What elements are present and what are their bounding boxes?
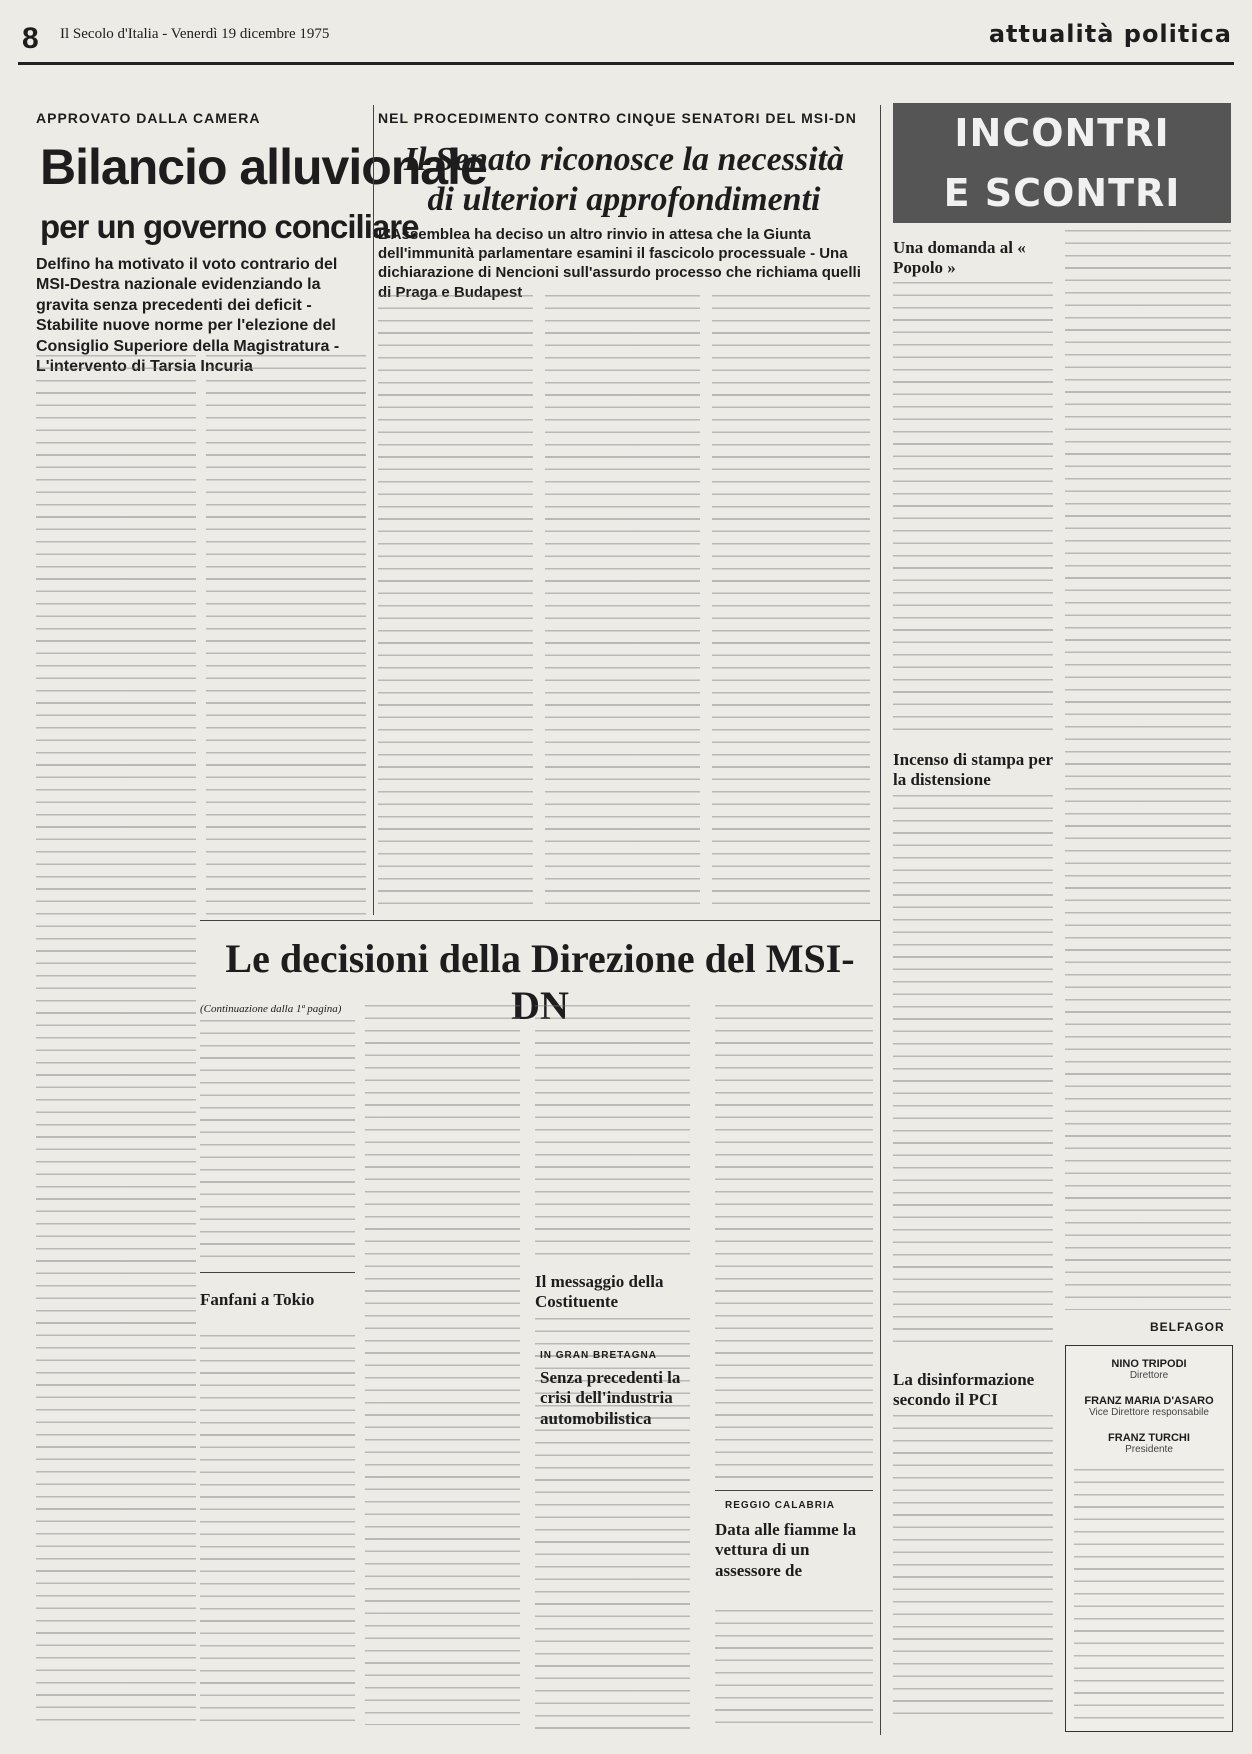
- direzione-continuation: (Continuazione dalla 1ª pagina): [200, 1003, 342, 1015]
- managing-editor-name: FRANZ MARIA D'ASARO: [1084, 1395, 1214, 1407]
- director-name: NINO TRIPODI: [1111, 1358, 1187, 1370]
- senato-headline-line1: Il Senato riconosce la necessità: [403, 141, 845, 178]
- bilancio-body-col2: [206, 355, 366, 915]
- feature-col2: [1065, 230, 1231, 1310]
- reggio-rule: [715, 1490, 873, 1491]
- reggio-title: Data alle fiamme la vettura di un assessore de: [715, 1520, 857, 1580]
- feature-col1-part1: [893, 282, 1053, 732]
- feature-signature: BELFAGOR: [1150, 1320, 1225, 1334]
- managing-editor-role: Vice Direttore responsabile: [1089, 1407, 1209, 1418]
- column-divider: [373, 105, 374, 915]
- feature-col1-part3: [893, 1415, 1053, 1725]
- bilancio-body-col1: [36, 355, 196, 1725]
- director-role: Direttore: [1129, 1370, 1169, 1381]
- direzione-col2: [365, 1005, 520, 1725]
- feature-banner-bottom: E SCONTRI: [893, 163, 1231, 223]
- issue-line: Il Secolo d'Italia - Venerdì 19 dicembre 1975: [60, 26, 330, 42]
- direzione-col4: [715, 1005, 873, 1480]
- page-number: 8: [22, 22, 39, 55]
- bilancio-headline: Bilancio alluvionale: [40, 139, 487, 195]
- senato-body-col3: [712, 295, 870, 910]
- costituente-subhead: Il messaggio della Costituente: [535, 1272, 664, 1312]
- column-divider: [880, 105, 881, 1735]
- reggio-kicker: REGGIO CALABRIA: [725, 1500, 835, 1511]
- feature-item2-title: Incenso di stampa per la distensione: [893, 750, 1053, 790]
- bilancio-kicker: APPROVATO DALLA CAMERA: [36, 110, 261, 126]
- staff-box-details: [1074, 1469, 1224, 1719]
- president-role: Presidente: [1125, 1444, 1173, 1455]
- feature-banner-top: INCONTRI: [893, 103, 1231, 163]
- feature-item3-title: La disinformazione secondo il PCI: [893, 1370, 1035, 1410]
- senato-body-col2: [545, 295, 700, 910]
- direzione-top-rule: [200, 920, 880, 921]
- senato-headline-line2: di ulteriori approfondimenti: [427, 181, 821, 218]
- senato-deck: L'Assemblea ha deciso un altro rinvio in attesa che la Giunta dell'immunità parlamentare esamini il fascicolo processuale - Una dichiarazione di Nencioni sull'assurdo processo che richiama quelli di Praga e Budapest: [378, 226, 861, 301]
- bilancio-deck: Delfino ha motivato il voto contrario del MSI-Destra nazionale evidenziando la gravita senza precedenti dei deficit - Stabilite nuove norme per l'elezione del Consiglio Superiore della Magistratura - L'intervento di Tarsia Incuria: [36, 256, 340, 376]
- senato-kicker: NEL PROCEDIMENTO CONTRO CINQUE SENATORI DEL MSI-DN: [378, 110, 857, 126]
- feature-item1-title: Una domanda al « Popolo »: [893, 238, 1026, 278]
- reggio-body: [715, 1610, 873, 1730]
- section-title: attualità politica: [988, 20, 1232, 48]
- senato-body-col1: [378, 295, 533, 910]
- president-name: FRANZ TURCHI: [1108, 1432, 1190, 1444]
- britain-kicker: IN GRAN BRETAGNA: [540, 1350, 657, 1361]
- fanfani-body: [200, 1335, 355, 1725]
- feature-col1-part2: [893, 795, 1053, 1350]
- fanfani-rule: [200, 1272, 355, 1273]
- direzione-col1: [200, 1020, 355, 1265]
- staff-box: [1065, 1345, 1233, 1732]
- masthead-rule: [18, 62, 1234, 65]
- britain-title: Senza precedenti la crisi dell'industria automobilistica: [540, 1368, 681, 1428]
- fanfani-title: Fanfani a Tokio: [200, 1290, 315, 1309]
- bilancio-subheadline: per un governo conciliare: [40, 208, 419, 245]
- direzione-headline: Le decisioni della Direzione del MSI-DN: [225, 936, 855, 1028]
- direzione-col3-part1: [535, 1005, 690, 1265]
